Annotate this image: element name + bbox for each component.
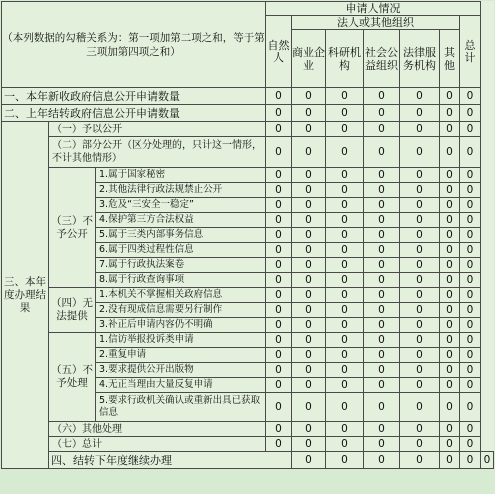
row-label: 四、结转下年度继续办理 [49, 452, 292, 469]
value-cell: 0 [326, 168, 364, 183]
legal-service-header: 法律服务机构 [400, 30, 440, 88]
row-label: 5.要求行政机关确认或重新出具已获取信息 [96, 393, 266, 422]
value-cell: 0 [460, 258, 481, 273]
value-cell: 0 [440, 363, 460, 378]
value-cell: 0 [266, 318, 292, 333]
value-cell: 0 [440, 273, 460, 288]
value-cell: 0 [292, 303, 326, 318]
value-cell: 0 [440, 168, 460, 183]
value-cell: 0 [481, 452, 494, 469]
value-cell: 0 [266, 228, 292, 243]
value-cell: 0 [460, 198, 481, 213]
header-note: （本列数据的勾稽关系为：第一项加第二项之和，等于第三项加第四项之和） [2, 2, 266, 88]
table-row [2, 88, 494, 105]
value-cell: 0 [440, 422, 460, 437]
value-cell: 0 [266, 393, 292, 422]
value-cell: 0 [364, 105, 400, 122]
value-cell: 0 [460, 213, 481, 228]
table-row [2, 105, 494, 122]
value-cell: 0 [292, 258, 326, 273]
value-cell: 0 [400, 288, 440, 303]
value-cell: 0 [266, 437, 292, 452]
value-cell: 0 [400, 318, 440, 333]
value-cell: 0 [292, 273, 326, 288]
value-cell: 0 [266, 378, 292, 393]
value-cell: 0 [440, 183, 460, 198]
row-label: 2.其他法律行政法规禁止公开 [96, 183, 266, 198]
value-cell: 0 [292, 348, 326, 363]
value-cell: 0 [326, 105, 364, 122]
value-cell: 0 [440, 88, 460, 105]
row-label: 2.重复申请 [96, 348, 266, 363]
value-cell: 0 [400, 422, 440, 437]
value-cell: 0 [400, 363, 440, 378]
value-cell: 0 [364, 243, 400, 258]
legal-group-header: 法人或其他组织 [292, 16, 460, 30]
value-cell: 0 [440, 393, 460, 422]
value-cell: 0 [440, 137, 460, 168]
value-cell: 0 [440, 213, 460, 228]
value-cell: 0 [326, 228, 364, 243]
row-label: 1.信访举报投诉类申请 [96, 333, 266, 348]
value-cell: 0 [326, 137, 364, 168]
value-cell: 0 [364, 437, 400, 452]
row-label: （六）其他处理 [49, 422, 266, 437]
value-cell: 0 [364, 228, 400, 243]
value-cell: 0 [364, 137, 400, 168]
value-cell: 0 [326, 318, 364, 333]
section-three-label: 三、本年度办理结果 [2, 122, 49, 469]
value-cell: 0 [266, 168, 292, 183]
value-cell: 0 [292, 228, 326, 243]
table-row [2, 452, 494, 469]
value-cell: 0 [292, 198, 326, 213]
other-header: 其他 [440, 30, 460, 88]
value-cell: 0 [364, 183, 400, 198]
value-cell: 0 [266, 273, 292, 288]
row-label: 7.属于行政执法案卷 [96, 258, 266, 273]
value-cell: 0 [326, 333, 364, 348]
value-cell: 0 [292, 168, 326, 183]
value-cell: 0 [460, 228, 481, 243]
value-cell: 0 [266, 333, 292, 348]
value-cell: 0 [364, 288, 400, 303]
row-label: 6.属于四类过程性信息 [96, 243, 266, 258]
total-header: 总计 [460, 16, 481, 88]
value-cell: 0 [364, 198, 400, 213]
value-cell: 0 [266, 348, 292, 363]
row-label: （二）部分公开（区分处理的，只计这一情形，不计其他情形） [49, 137, 266, 168]
value-cell: 0 [440, 122, 460, 137]
value-cell: 0 [326, 122, 364, 137]
value-cell: 0 [440, 243, 460, 258]
row-label: 8.属于行政查询事项 [96, 273, 266, 288]
value-cell: 0 [364, 318, 400, 333]
value-cell: 0 [460, 273, 481, 288]
value-cell: 0 [364, 168, 400, 183]
group-label: （四）无法提供 [49, 288, 96, 333]
value-cell: 0 [440, 105, 460, 122]
group-label: （五）不予处理 [49, 333, 96, 422]
value-cell: 0 [266, 88, 292, 105]
business-header: 商业企业 [292, 30, 326, 88]
value-cell: 0 [292, 105, 326, 122]
research-header: 科研机构 [326, 30, 364, 88]
value-cell: 0 [326, 258, 364, 273]
value-cell: 0 [292, 137, 326, 168]
value-cell: 0 [266, 213, 292, 228]
value-cell: 0 [400, 452, 440, 469]
value-cell: 0 [460, 105, 481, 122]
value-cell: 0 [292, 363, 326, 378]
table-row [2, 422, 494, 437]
value-cell: 0 [364, 422, 400, 437]
value-cell: 0 [460, 378, 481, 393]
value-cell: 0 [292, 422, 326, 437]
value-cell: 0 [400, 137, 440, 168]
value-cell: 0 [326, 348, 364, 363]
value-cell: 0 [326, 303, 364, 318]
value-cell: 0 [400, 437, 440, 452]
value-cell: 0 [400, 105, 440, 122]
value-cell: 0 [292, 183, 326, 198]
value-cell: 0 [292, 393, 326, 422]
value-cell: 0 [400, 393, 440, 422]
value-cell: 0 [440, 348, 460, 363]
value-cell: 0 [326, 243, 364, 258]
value-cell: 0 [460, 437, 481, 452]
value-cell: 0 [326, 273, 364, 288]
value-cell: 0 [440, 228, 460, 243]
row-label: 1.本机关不掌握相关政府信息 [96, 288, 266, 303]
value-cell: 0 [364, 258, 400, 273]
row-label: 4.无正当理由大量反复申请 [96, 378, 266, 393]
value-cell: 0 [326, 378, 364, 393]
value-cell: 0 [364, 88, 400, 105]
value-cell: 0 [292, 213, 326, 228]
value-cell: 0 [364, 213, 400, 228]
value-cell: 0 [440, 452, 460, 469]
row-label: 一、本年新收政府信息公开申请数量 [2, 88, 266, 105]
value-cell: 0 [292, 243, 326, 258]
value-cell: 0 [400, 333, 440, 348]
value-cell: 0 [400, 273, 440, 288]
value-cell: 0 [400, 228, 440, 243]
value-cell: 0 [460, 303, 481, 318]
value-cell: 0 [440, 333, 460, 348]
value-cell: 0 [326, 288, 364, 303]
value-cell: 0 [400, 168, 440, 183]
value-cell: 0 [292, 318, 326, 333]
applicant-situation-header: 申请人情况 [266, 2, 481, 16]
value-cell: 0 [460, 137, 481, 168]
value-cell: 0 [460, 348, 481, 363]
value-cell: 0 [266, 137, 292, 168]
value-cell: 0 [400, 303, 440, 318]
value-cell: 0 [460, 393, 481, 422]
value-cell: 0 [460, 88, 481, 105]
value-cell: 0 [364, 333, 400, 348]
value-cell: 0 [400, 88, 440, 105]
value-cell: 0 [364, 273, 400, 288]
value-cell: 0 [364, 122, 400, 137]
table-row [2, 168, 494, 183]
value-cell: 0 [400, 122, 440, 137]
value-cell: 0 [266, 303, 292, 318]
value-cell: 0 [440, 378, 460, 393]
value-cell: 0 [400, 348, 440, 363]
value-cell: 0 [292, 122, 326, 137]
value-cell: 0 [440, 318, 460, 333]
value-cell: 0 [364, 452, 400, 469]
value-cell: 0 [440, 303, 460, 318]
value-cell: 0 [326, 183, 364, 198]
value-cell: 0 [266, 363, 292, 378]
value-cell: 0 [364, 363, 400, 378]
value-cell: 0 [364, 393, 400, 422]
value-cell: 0 [326, 198, 364, 213]
value-cell: 0 [460, 318, 481, 333]
row-label: 二、上年结转政府信息公开申请数量 [2, 105, 266, 122]
value-cell: 0 [400, 378, 440, 393]
value-cell: 0 [364, 348, 400, 363]
value-cell: 0 [266, 288, 292, 303]
table-row [2, 122, 494, 137]
group-label: （三）不予公开 [49, 168, 96, 288]
value-cell: 0 [266, 243, 292, 258]
value-cell: 0 [460, 363, 481, 378]
value-cell: 0 [364, 303, 400, 318]
value-cell: 0 [460, 288, 481, 303]
table-row [2, 288, 494, 303]
row-label: 3.要求提供公开出版物 [96, 363, 266, 378]
value-cell: 0 [440, 258, 460, 273]
value-cell: 0 [326, 393, 364, 422]
value-cell: 0 [326, 422, 364, 437]
value-cell: 0 [460, 243, 481, 258]
value-cell: 0 [400, 198, 440, 213]
row-label: 3.危及“三安全一稳定” [96, 198, 266, 213]
table-row [2, 437, 494, 452]
value-cell: 0 [292, 452, 326, 469]
value-cell: 0 [326, 452, 364, 469]
value-cell: 0 [400, 258, 440, 273]
row-label: 4.保护第三方合法权益 [96, 213, 266, 228]
value-cell: 0 [292, 437, 326, 452]
value-cell: 0 [292, 288, 326, 303]
value-cell: 0 [326, 363, 364, 378]
value-cell: 0 [326, 437, 364, 452]
value-cell: 0 [460, 122, 481, 137]
value-cell: 0 [364, 378, 400, 393]
value-cell: 0 [440, 288, 460, 303]
row-label: 3.补正后申请内容仍不明确 [96, 318, 266, 333]
value-cell: 0 [326, 88, 364, 105]
row-label: 5.属于三类内部事务信息 [96, 228, 266, 243]
government-info-disclosure-table [1, 1, 494, 469]
value-cell: 0 [460, 333, 481, 348]
value-cell: 0 [266, 198, 292, 213]
value-cell: 0 [266, 105, 292, 122]
row-label: （一）予以公开 [49, 122, 266, 137]
value-cell: 0 [460, 422, 481, 437]
value-cell: 0 [460, 183, 481, 198]
value-cell: 0 [400, 243, 440, 258]
value-cell: 0 [292, 333, 326, 348]
value-cell: 0 [266, 258, 292, 273]
value-cell: 0 [440, 198, 460, 213]
value-cell: 0 [460, 168, 481, 183]
row-label: 2.没有现成信息需要另行制作 [96, 303, 266, 318]
value-cell: 0 [400, 183, 440, 198]
value-cell: 0 [266, 183, 292, 198]
value-cell: 0 [460, 452, 481, 469]
value-cell: 0 [266, 422, 292, 437]
natural-person-header: 自然人 [266, 16, 292, 88]
value-cell: 0 [266, 122, 292, 137]
value-cell: 0 [400, 213, 440, 228]
table-row [2, 333, 494, 348]
table-row [2, 137, 494, 168]
value-cell: 0 [326, 213, 364, 228]
row-label: 1.属于国家秘密 [96, 168, 266, 183]
value-cell: 0 [292, 378, 326, 393]
value-cell: 0 [440, 437, 460, 452]
social-welfare-header: 社会公益组织 [364, 30, 400, 88]
value-cell: 0 [292, 88, 326, 105]
row-label: （七）总计 [49, 437, 266, 452]
